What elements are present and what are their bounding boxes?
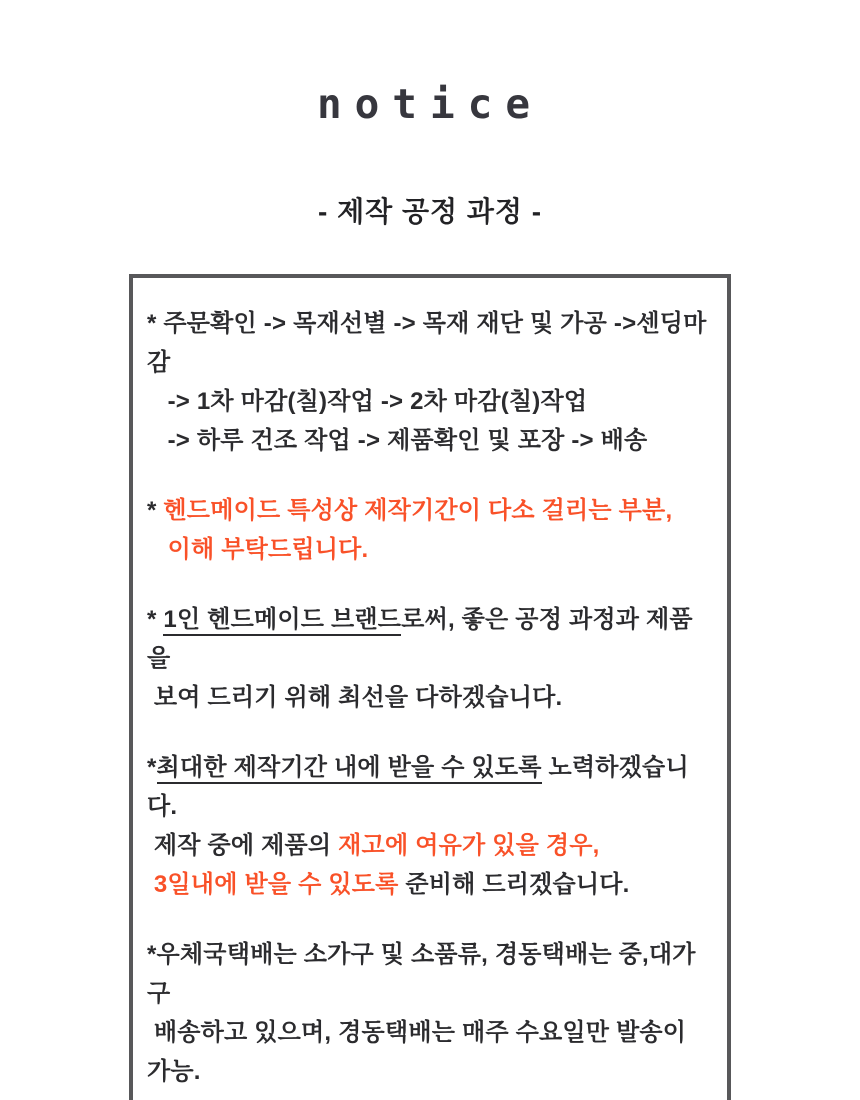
text-segment: 준비해 드리겠습니다.	[398, 871, 630, 898]
bullet-line	[147, 600, 713, 678]
text-segment: 제작 중에 제품의	[147, 832, 339, 859]
text-segment: -> 1차 마감(칠)작업 -> 2차 마감(칠)작업	[147, 388, 588, 415]
notice-bullet	[147, 491, 713, 569]
bullet-line	[147, 865, 713, 904]
page-title: notice	[316, 80, 544, 128]
text-segment: 노력하겠습니다.	[147, 754, 689, 820]
notice-box	[129, 274, 731, 1100]
text-segment: 재고에 여유가 있을 경우,	[338, 832, 600, 859]
bullet-line	[147, 304, 713, 382]
bullet-line	[147, 678, 713, 717]
text-segment: *	[147, 754, 157, 781]
text-segment: * 주문확인 -> 목재선별 -> 목재 재단 및 가공 ->센딩마감	[147, 310, 707, 376]
text-segment: -> 하루 건조 작업 -> 제품확인 및 포장 -> 배송	[147, 427, 648, 454]
text-segment	[147, 871, 154, 898]
notice-bullet	[147, 935, 713, 1091]
text-segment	[147, 536, 168, 563]
notice-bullet	[147, 748, 713, 904]
section-subtitle: - 제작 공정 과정 -	[317, 196, 543, 227]
text-segment: 이해 부탁드립니다.	[167, 536, 369, 563]
text-segment: 헨드메이드 특성상 제작기간이 다소 걸리는 부분,	[163, 497, 673, 524]
bullet-line	[147, 748, 713, 826]
text-segment: 3일내에 받을 수 있도록	[153, 871, 399, 898]
bullet-line	[147, 530, 713, 569]
text-segment: *	[147, 606, 164, 633]
bullet-line	[147, 1013, 713, 1091]
notice-bullet	[147, 600, 713, 717]
bullet-line	[147, 421, 713, 460]
bullet-line	[147, 382, 713, 421]
text-segment: 배송하고 있으며, 경동택배는 매주 수요일만 발송이 가능.	[147, 1019, 694, 1085]
text-segment: 최대한 제작기간 내에 받을 수 있도록	[157, 754, 542, 784]
text-segment: 로써, 좋은 공정 과정과 제품을	[147, 606, 693, 672]
text-segment: 1인 헨드메이드 브랜드	[163, 606, 401, 636]
text-segment: *	[147, 497, 164, 524]
text-segment: *우체국택배는 소가구 및 소품류, 경동택배는 중,대가구	[147, 941, 696, 1007]
bullet-line	[147, 826, 713, 865]
bullet-line	[147, 935, 713, 1013]
notice-bullet	[147, 304, 713, 460]
bullet-line	[147, 491, 713, 530]
text-segment: 보여 드리기 위해 최선을 다하겠습니다.	[147, 684, 563, 711]
